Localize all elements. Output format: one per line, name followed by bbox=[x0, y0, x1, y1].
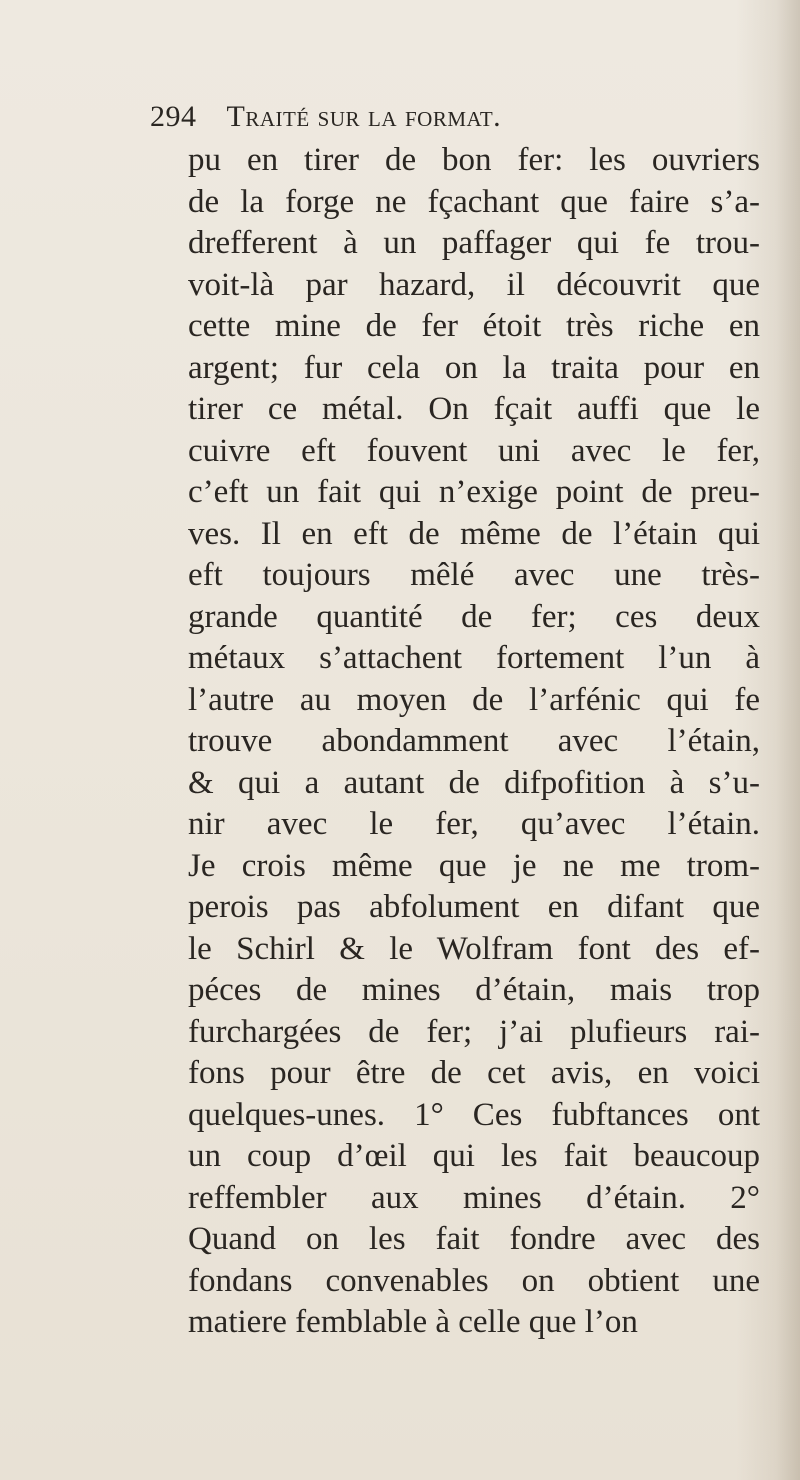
text-line: quelques-unes. 1° Ces fubftances ont bbox=[188, 1096, 760, 1133]
text-line: l’autre au moyen de l’arfénic qui fe bbox=[188, 681, 760, 718]
page-header bbox=[150, 100, 710, 140]
text-line: trouve abondamment avec l’étain, bbox=[188, 723, 760, 759]
text-line: un coup d’œil qui les fait beaucoup bbox=[188, 1138, 760, 1174]
text-line: reffembler aux mines d’étain. 2° bbox=[188, 1179, 760, 1216]
text-line: eft toujours mêlé avec une très- bbox=[188, 557, 760, 593]
text-line: fondans convenables on obtient une bbox=[188, 1262, 760, 1299]
text-line: perois pas abfolument en difant que bbox=[188, 889, 760, 925]
text-line: grande quantité de fer; ces deux bbox=[188, 598, 760, 635]
text-line: le Schirl & le Wolfram font des ef- bbox=[188, 930, 760, 967]
page-number: 294 bbox=[150, 100, 197, 133]
text-line: argent; fur cela on la traita pour en bbox=[188, 349, 760, 386]
text-line: métaux s’attachent fortement l’un à bbox=[188, 640, 760, 676]
text-line: de la forge ne fçachant que faire s’a- bbox=[188, 183, 760, 220]
text-line: cette mine de fer étoit très riche en bbox=[188, 308, 760, 344]
text-line: drefferent à un paffager qui fe trou- bbox=[188, 225, 760, 261]
body-text bbox=[188, 140, 760, 1344]
text-line: ves. Il en eft de même de l’étain qui bbox=[188, 515, 760, 552]
text-line: péces de mines d’étain, mais trop bbox=[188, 972, 760, 1008]
text-line: Quand on les fait fondre avec des bbox=[188, 1221, 760, 1257]
running-title: Traité sur la format. bbox=[226, 100, 502, 133]
text-line: Je crois même que je ne me trom- bbox=[188, 847, 760, 884]
text-line: matiere femblable à celle que l’on bbox=[188, 1304, 638, 1340]
text-line: pu en tirer de bon fer: les ouvriers bbox=[188, 142, 760, 178]
text-line: furchargées de fer; j’ai plufieurs rai- bbox=[188, 1013, 760, 1050]
text-line: fons pour être de cet avis, en voici bbox=[188, 1055, 760, 1091]
text-line: nir avec le fer, qu’avec l’étain. bbox=[188, 806, 760, 842]
text-line: voit-là par hazard, il découvrit que bbox=[188, 266, 760, 303]
text-line: tirer ce métal. On fçait auffi que le bbox=[188, 391, 760, 427]
text-line: cuivre eft fouvent uni avec le fer, bbox=[188, 432, 760, 469]
text-line: c’eft un fait qui n’exige point de preu- bbox=[188, 474, 760, 510]
text-line: & qui a autant de difpofition à s’u- bbox=[188, 764, 760, 801]
